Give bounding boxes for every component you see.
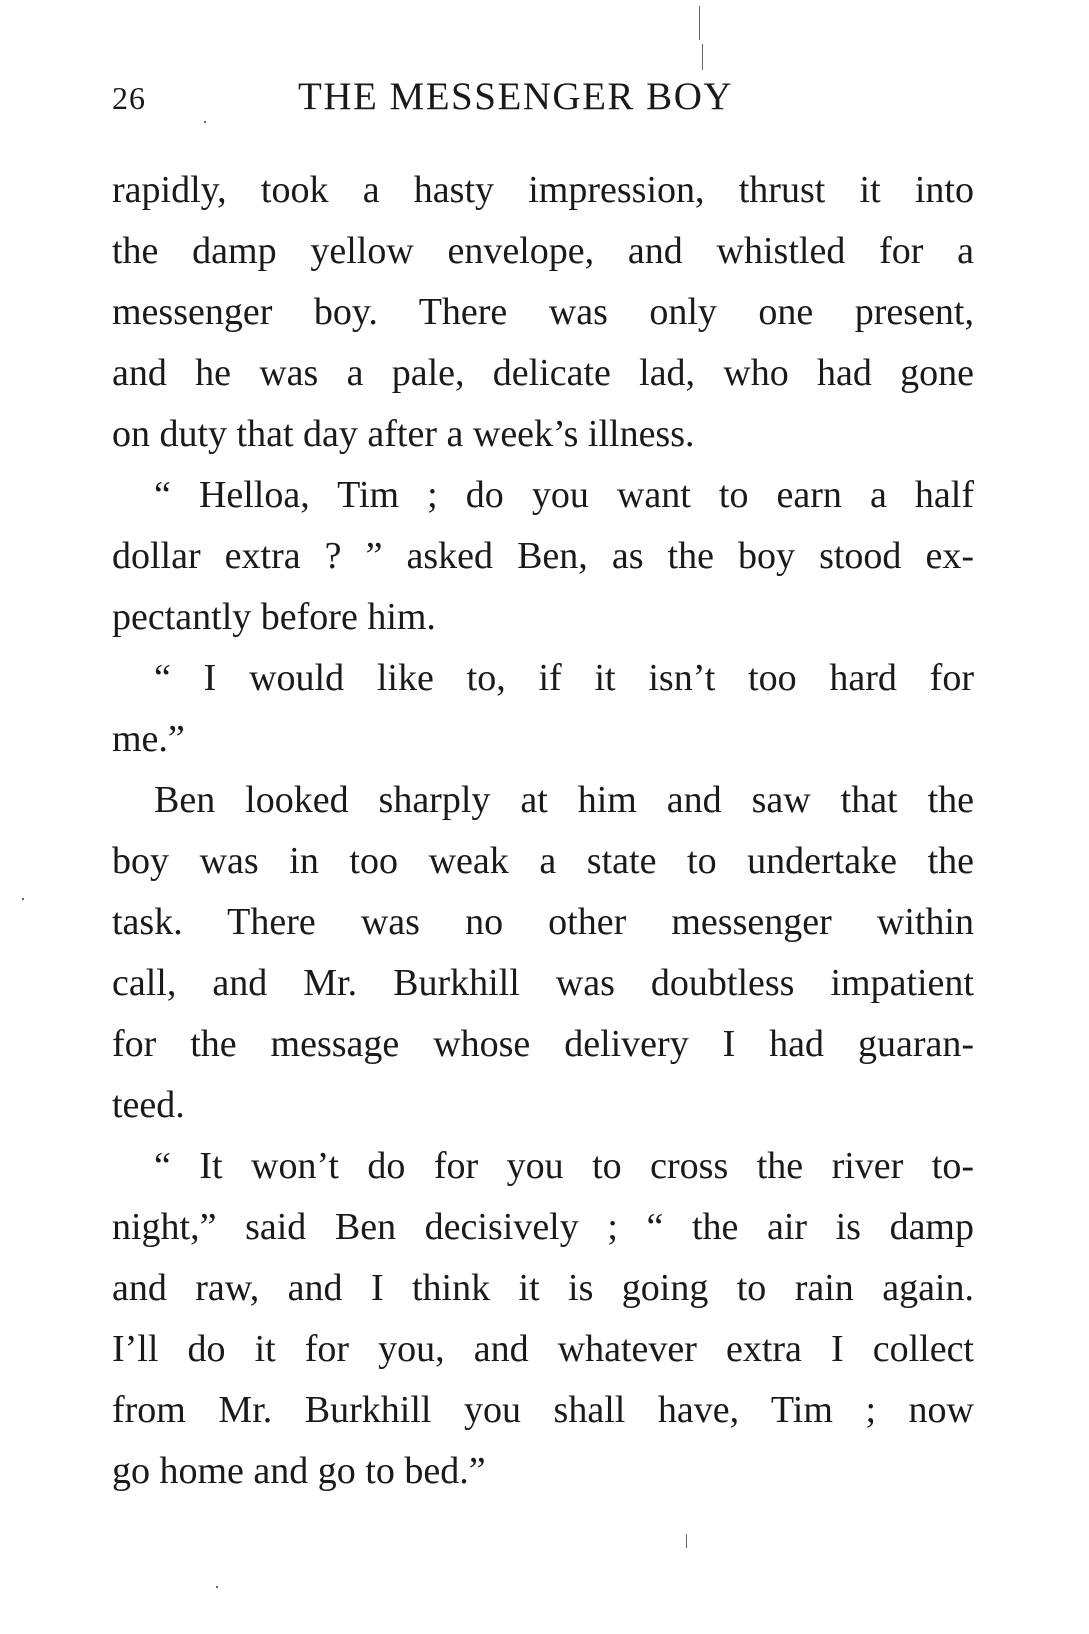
text-line: and he was a pale, delicate lad, who had gone — [112, 352, 974, 394]
scan-artifact — [702, 44, 703, 70]
scan-artifact — [216, 1586, 218, 1588]
running-title: THE MESSENGER BOY — [298, 75, 734, 118]
text-line: I’ll do it for you, and whatever extra I collect — [112, 1328, 974, 1370]
text-line: and raw, and I think it is going to rain again. — [112, 1267, 974, 1309]
page-number: 26 — [112, 80, 146, 116]
body-text — [112, 160, 974, 1502]
text-line: teed. — [112, 1084, 185, 1126]
scan-artifact — [686, 1534, 687, 1548]
text-line: for the message whose delivery I had guaran- — [112, 1023, 974, 1065]
text-line: “ It won’t do for you to cross the river to- — [154, 1145, 974, 1187]
text-line: boy was in too weak a state to undertake the — [112, 840, 974, 882]
text-line: call, and Mr. Burkhill was doubtless impatient — [112, 962, 974, 1004]
scan-artifact — [699, 6, 700, 40]
text-line: pectantly before him. — [112, 596, 436, 638]
page-header — [112, 74, 972, 124]
text-line: night,” said Ben decisively ; “ the air is damp — [112, 1206, 974, 1248]
paragraph — [112, 1136, 974, 1502]
paragraph — [112, 160, 974, 465]
text-line: Ben looked sharply at him and saw that the — [154, 779, 974, 821]
text-line: messenger boy. There was only one present, — [112, 291, 974, 333]
text-line: the damp yellow envelope, and whistled for a — [112, 230, 974, 272]
text-line: task. There was no other messenger within — [112, 901, 974, 943]
text-line: go home and go to bed.” — [112, 1450, 486, 1492]
text-line: “ Helloa, Tim ; do you want to earn a half — [154, 474, 974, 516]
text-line: dollar extra ? ” asked Ben, as the boy stood ex- — [112, 535, 974, 577]
scan-artifact — [22, 898, 24, 900]
text-line: me.” — [112, 718, 185, 760]
text-line: on duty that day after a week’s illness. — [112, 413, 695, 455]
paragraph — [112, 465, 974, 648]
scan-artifact — [204, 121, 206, 123]
text-line: rapidly, took a hasty impression, thrust it into — [112, 169, 974, 211]
text-line: from Mr. Burkhill you shall have, Tim ; now — [112, 1389, 974, 1431]
paragraph — [112, 648, 974, 770]
text-line: “ I would like to, if it isn’t too hard for — [154, 657, 974, 699]
paragraph — [112, 770, 974, 1136]
